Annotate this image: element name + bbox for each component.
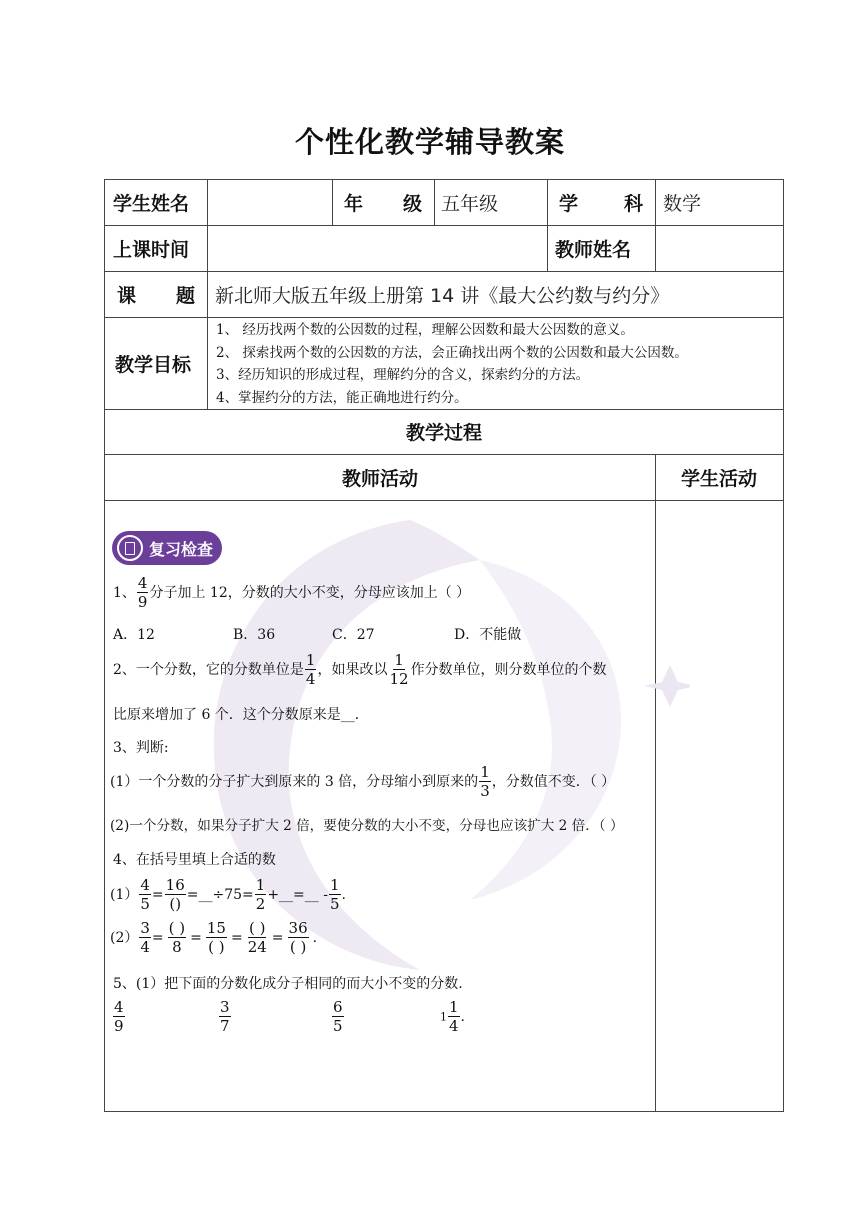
goals-label: 教学目标	[115, 353, 192, 376]
goal-item: 2、 探索找两个数的公因数的方法，会正确找出两个数的公因数和最大公因数。	[216, 344, 688, 361]
fraction	[139, 921, 151, 955]
fraction	[165, 878, 186, 912]
col-divider	[434, 180, 435, 225]
q1-text: 分子加上 12，分数的大小不变，分母应该加上（ ）	[149, 585, 471, 601]
question-5-fraction-4	[440, 1000, 465, 1034]
fraction	[168, 921, 186, 955]
denominator: 2	[255, 895, 266, 913]
fraction	[329, 878, 341, 912]
denominator: 5	[329, 895, 340, 913]
denominator: 9	[114, 1017, 124, 1035]
equals: =	[151, 930, 164, 946]
denominator: 4	[140, 938, 150, 956]
process-label: 教学过程	[405, 422, 482, 444]
fraction	[247, 921, 268, 955]
denominator: 5	[333, 1017, 343, 1035]
numerator: 4	[140, 876, 150, 894]
question-4-2	[110, 921, 317, 955]
fraction	[206, 921, 227, 955]
numerator: 3	[220, 998, 230, 1016]
numerator: 16	[165, 876, 185, 894]
fraction	[255, 878, 267, 912]
question-1	[113, 576, 470, 610]
denominator: 24	[247, 938, 267, 956]
numerator: ( )	[249, 919, 266, 937]
goal-item: 1、 经历找两个数的公因数的过程，理解公因数和最大公因数的意义。	[216, 322, 634, 338]
option-a: A．12	[113, 627, 155, 643]
whole-number: 1	[440, 1010, 447, 1024]
question-5-fraction-3	[331, 1000, 345, 1034]
q4-1-text: =__÷75=	[186, 887, 254, 903]
fraction	[219, 1000, 231, 1034]
q2-text: 作分数单位，则分数单位的个数	[410, 662, 607, 678]
denominator: 5	[140, 895, 150, 913]
numerator: ( )	[168, 919, 186, 937]
denominator: ( )	[289, 938, 307, 956]
q1-prefix: 1、	[113, 585, 136, 601]
question-5-fraction-2	[218, 1000, 232, 1034]
q4-1-label: (1）	[110, 887, 139, 903]
numerator: 4	[114, 998, 124, 1016]
q2-text: 2、一个分数，它的分数单位是	[113, 662, 304, 678]
option-b: B．36	[233, 627, 276, 643]
numerator: 1	[480, 763, 490, 781]
equals: =	[271, 930, 284, 946]
fraction	[479, 765, 491, 799]
fraction	[305, 653, 317, 687]
subject-label-part: 科	[623, 193, 643, 215]
goals-list	[216, 319, 688, 409]
equals: =	[151, 887, 164, 903]
numerator: 36	[288, 919, 308, 937]
denominator: 7	[220, 1017, 230, 1035]
numerator: 1	[449, 998, 459, 1016]
denominator: 4	[305, 670, 316, 688]
grade-value: 五年级	[441, 193, 499, 215]
numerator: 1	[255, 876, 266, 894]
student-name-label: 学生姓名	[113, 193, 190, 215]
question-3-1	[110, 765, 615, 799]
topic-label	[105, 271, 207, 317]
badge-label: 复习检查	[149, 539, 214, 559]
denominator: ( )	[208, 938, 225, 956]
fraction	[137, 576, 149, 610]
topic-value: 新北师大版五年级上册第 14 讲《最大公约数与约分》	[215, 284, 670, 307]
numerator: 3	[140, 919, 150, 937]
denominator: 8	[172, 938, 182, 956]
fraction	[288, 921, 309, 955]
denominator: ()	[169, 895, 182, 913]
fraction	[448, 1000, 460, 1034]
denominator: 3	[480, 782, 490, 800]
option-c: C．27	[332, 627, 375, 643]
topic-label-part: 题	[175, 284, 195, 307]
denominator: 4	[449, 1017, 459, 1035]
review-check-badge	[112, 531, 222, 565]
grade-label-part: 级	[402, 193, 422, 215]
question-3-title: 3、判断:	[113, 740, 169, 756]
q4-1-end: .	[341, 887, 346, 903]
teacher-name-label: 教师姓名	[555, 238, 632, 261]
numerator: 1	[305, 651, 316, 669]
question-3-2: (2)一个分数，如果分子扩大 2 倍，要使分数的大小不变，分母也应该扩大 2 倍．（ ）	[110, 818, 624, 834]
equals: =	[190, 930, 202, 946]
q2-text: ，如果改以	[317, 662, 388, 678]
question-4-title: 4、在括号里填上合适的数	[113, 852, 276, 868]
topic-label-part: 课	[117, 284, 137, 307]
numerator: 1	[329, 876, 340, 894]
fraction	[113, 1000, 125, 1034]
fraction	[388, 653, 409, 687]
q4-2-label: (2）	[110, 930, 139, 946]
question-2-line-2: 比原来增加了 6 个．这个分数原来是__．	[113, 707, 369, 723]
subject-label-part: 学	[559, 193, 579, 215]
q4-1-text: +__=__ -	[267, 887, 328, 903]
denominator: 12	[389, 670, 409, 688]
question-4-1	[110, 878, 346, 912]
equals: =	[230, 930, 243, 946]
option-d: D．不能做	[454, 627, 522, 643]
student-activity-label: 学生活动	[680, 467, 757, 490]
class-time-label: 上课时间	[113, 238, 190, 261]
question-5-title: 5、(1）把下面的分数化成分子相同的而大小不变的分数.	[113, 976, 463, 992]
page-title: 个性化教学辅导教案	[294, 125, 565, 159]
numerator: 15	[206, 919, 226, 937]
goal-item: 3、经历知识的形成过程，理解约分的含义，探索约分的方法。	[216, 367, 590, 383]
grade-label-part: 年	[344, 193, 364, 215]
q4-2-end: .	[312, 930, 318, 946]
fraction	[332, 1000, 344, 1034]
denominator: 9	[137, 593, 148, 611]
question-2	[113, 653, 607, 687]
col-divider	[655, 180, 656, 271]
teacher-activity-label: 教师活动	[341, 467, 418, 490]
goal-item: 4、掌握约分的方法，能正确地进行约分。	[216, 389, 468, 406]
clipboard-icon	[117, 535, 143, 561]
numerator: 1	[394, 651, 404, 669]
col-divider	[207, 180, 208, 409]
question-5-fraction-1	[112, 1000, 126, 1034]
subject-value: 数学	[663, 193, 702, 215]
subject-label	[547, 180, 655, 225]
numerator: 6	[333, 998, 343, 1016]
q3-1-text: (1）一个分数的分子扩大到原来的 3 倍，分母缩小到原来的	[110, 774, 479, 790]
q3-1-text: ，分数值不变．（ ）	[491, 774, 616, 790]
grade-label	[332, 180, 434, 225]
fraction	[139, 878, 151, 912]
q5-end: .	[460, 1009, 465, 1025]
numerator: 4	[137, 574, 148, 592]
